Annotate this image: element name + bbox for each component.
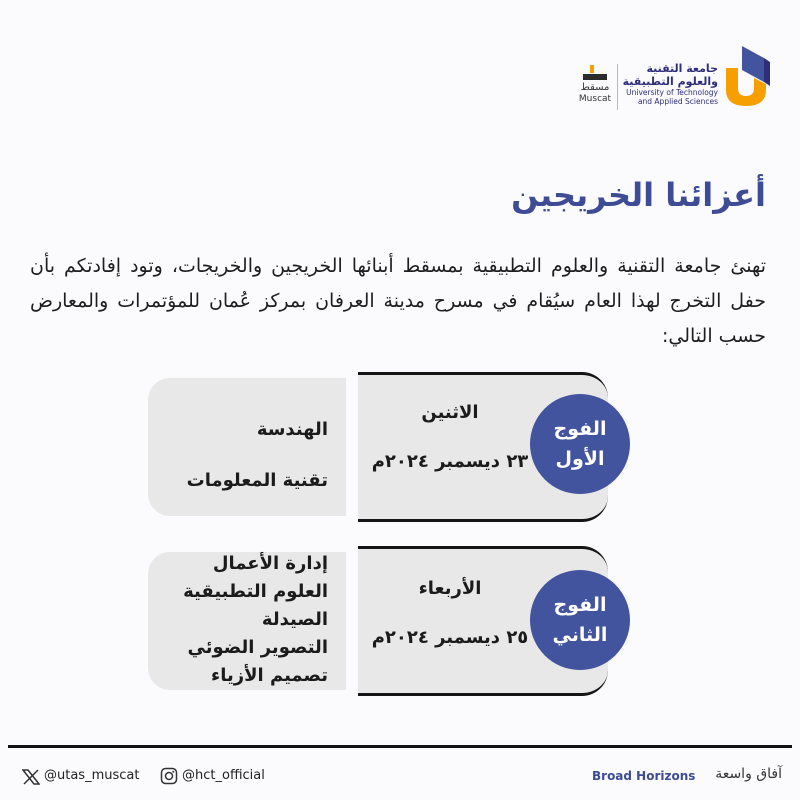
program-item: الصيدلة <box>261 609 328 630</box>
muscat-campus-logo <box>576 62 614 116</box>
instagram-handle-link[interactable]: @hct_official <box>182 768 265 783</box>
x-logo-icon[interactable] <box>22 769 40 785</box>
university-name <box>622 62 718 106</box>
campus-name-en: Muscat <box>578 94 612 104</box>
batch-1-day: الاثنين <box>421 402 479 423</box>
university-logo-icon <box>724 44 770 106</box>
batch-2-day: الأربعاء <box>418 578 482 599</box>
muscat-mark-icon <box>583 62 607 82</box>
university-name-en-line2: and Applied Sciences <box>637 97 718 106</box>
program-item: التصوير الضوئي <box>187 637 328 658</box>
batch-1-label-line1: الفوج <box>553 418 607 440</box>
x-handle-link[interactable]: @utas_muscat <box>44 768 140 783</box>
batch-2-programs <box>160 550 328 690</box>
program-item: إدارة الأعمال <box>212 553 328 574</box>
footer-divider <box>8 745 792 748</box>
batch-2-badge <box>530 570 630 670</box>
slogan-ar: آفاق واسعة <box>715 766 782 782</box>
program-item: تقنية المعلومات <box>186 470 328 491</box>
batch-2-date: ٢٥ ديسمبر ٢٠٢٤م <box>371 627 529 648</box>
program-item: الهندسة <box>256 419 328 440</box>
batch-2-label-line1: الفوج <box>553 594 607 616</box>
program-item: تصميم الأزياء <box>211 665 328 686</box>
campus-name-ar: مسقط <box>580 82 610 93</box>
program-item: العلوم التطبيقية <box>183 581 328 602</box>
university-name-ar-line2: والعلوم التطبيقية <box>622 75 718 88</box>
header-divider <box>617 64 618 110</box>
batch-1-date: ٢٣ ديسمبر ٢٠٢٤م <box>371 451 529 472</box>
university-name-en-line1: University of Technology <box>626 88 718 97</box>
instagram-icon[interactable] <box>160 767 178 785</box>
batch-1-badge <box>530 394 630 494</box>
intro-paragraph: تهنئ جامعة التقنية والعلوم التطبيقية بمسقط أبنائها الخريجين والخريجات، وتود إفادتكم بأن حفل التخرج لهذا العام سيُقام في مسرح مدينة العرفان بمركز عُمان للمؤتمرات والمعارض حسب التالي: <box>30 255 766 347</box>
page-title: أعزائنا الخريجين <box>511 176 766 214</box>
batch-1-label-line2: الأول <box>555 448 605 470</box>
batch-2-label-line2: الثاني <box>552 624 608 646</box>
slogan-en: Broad Horizons <box>592 769 696 783</box>
university-name-ar-line1: جامعة التقنية <box>646 62 718 75</box>
batch-1-programs <box>160 404 328 506</box>
